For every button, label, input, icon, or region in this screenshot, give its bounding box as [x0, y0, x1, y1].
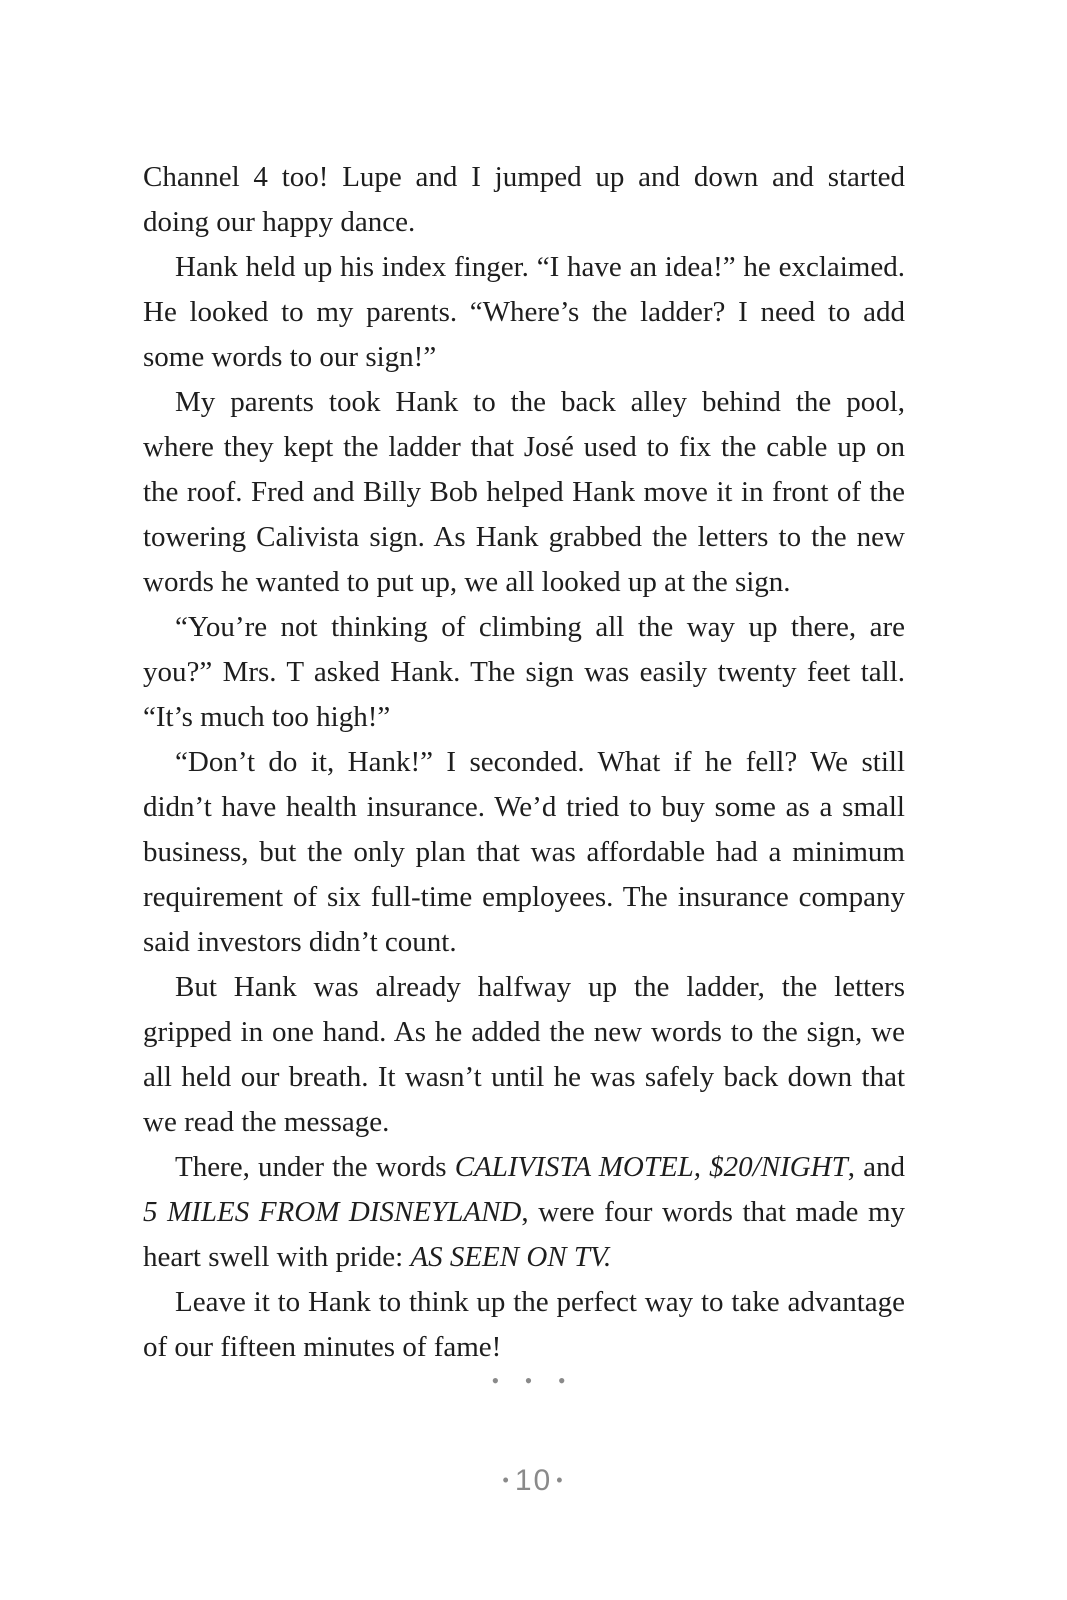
text-run: “Don’t do it, Hank!” I seconded. What if he fell? We still didn’t have health insurance. We’d tried to buy some as a small business, but the only plan that was affordable had a minimum requirement of six full-time employees. The insurance company said investors didn’t count.: [143, 746, 905, 958]
paragraph: [143, 605, 905, 740]
italic-text: CALIVISTA MOTEL, $20/NIGHT: [454, 1151, 848, 1183]
italic-text: AS SEEN ON TV.: [410, 1241, 612, 1273]
text-run: Channel 4 too! Lupe and I jumped up and down and started doing our happy dance.: [143, 161, 905, 238]
paragraph: [143, 245, 905, 380]
text-run: Leave it to Hank to think up the perfect way to take advantage of our fifteen minutes of fame!: [143, 1286, 905, 1363]
text-run: But Hank was already halfway up the ladder, the letters gripped in one hand. As he added the new words to the sign, we all held our breath. It wasn’t until he was safely back down that we read the message.: [143, 971, 905, 1138]
body-text: [143, 155, 905, 1370]
scene-break: • • •: [491, 1368, 576, 1393]
paragraph: [143, 965, 905, 1145]
page-number-value: 10: [514, 1464, 553, 1497]
text-run: My parents took Hank to the back alley behind the pool, where they kept the ladder that José used to fix the cable up on the roof. Fred and Billy Bob helped Hank move it in front of the towering Calivista sign. As Hank grabbed the letters to the new words he wanted to put up, we all looked up at the sign.: [143, 386, 905, 598]
text-run: , were four words that made my heart swell with pride:: [143, 1196, 905, 1273]
text-run: There, under the words: [175, 1151, 455, 1183]
text-run: Hank held up his index finger. “I have an idea!” he exclaimed. He looked to my parents. “Where’s the ladder? I need to add some words to our sign!”: [143, 251, 905, 373]
paragraph: [143, 740, 905, 965]
text-run: “You’re not thinking of climbing all the way up there, are you?” Mrs. T asked Hank. The sign was easily twenty feet tall. “It’s much too high!”: [143, 611, 905, 733]
page-number-dot-right: •: [556, 1470, 565, 1490]
text-run: , and: [847, 1151, 905, 1183]
paragraph: [143, 155, 905, 245]
page-number: [0, 1464, 1067, 1498]
paragraph: [143, 1280, 905, 1370]
paragraph: [143, 380, 905, 605]
page-number-dot-left: •: [502, 1470, 511, 1490]
italic-text: 5 MILES FROM DISNEYLAND: [143, 1196, 522, 1228]
paragraph: [143, 1145, 905, 1280]
